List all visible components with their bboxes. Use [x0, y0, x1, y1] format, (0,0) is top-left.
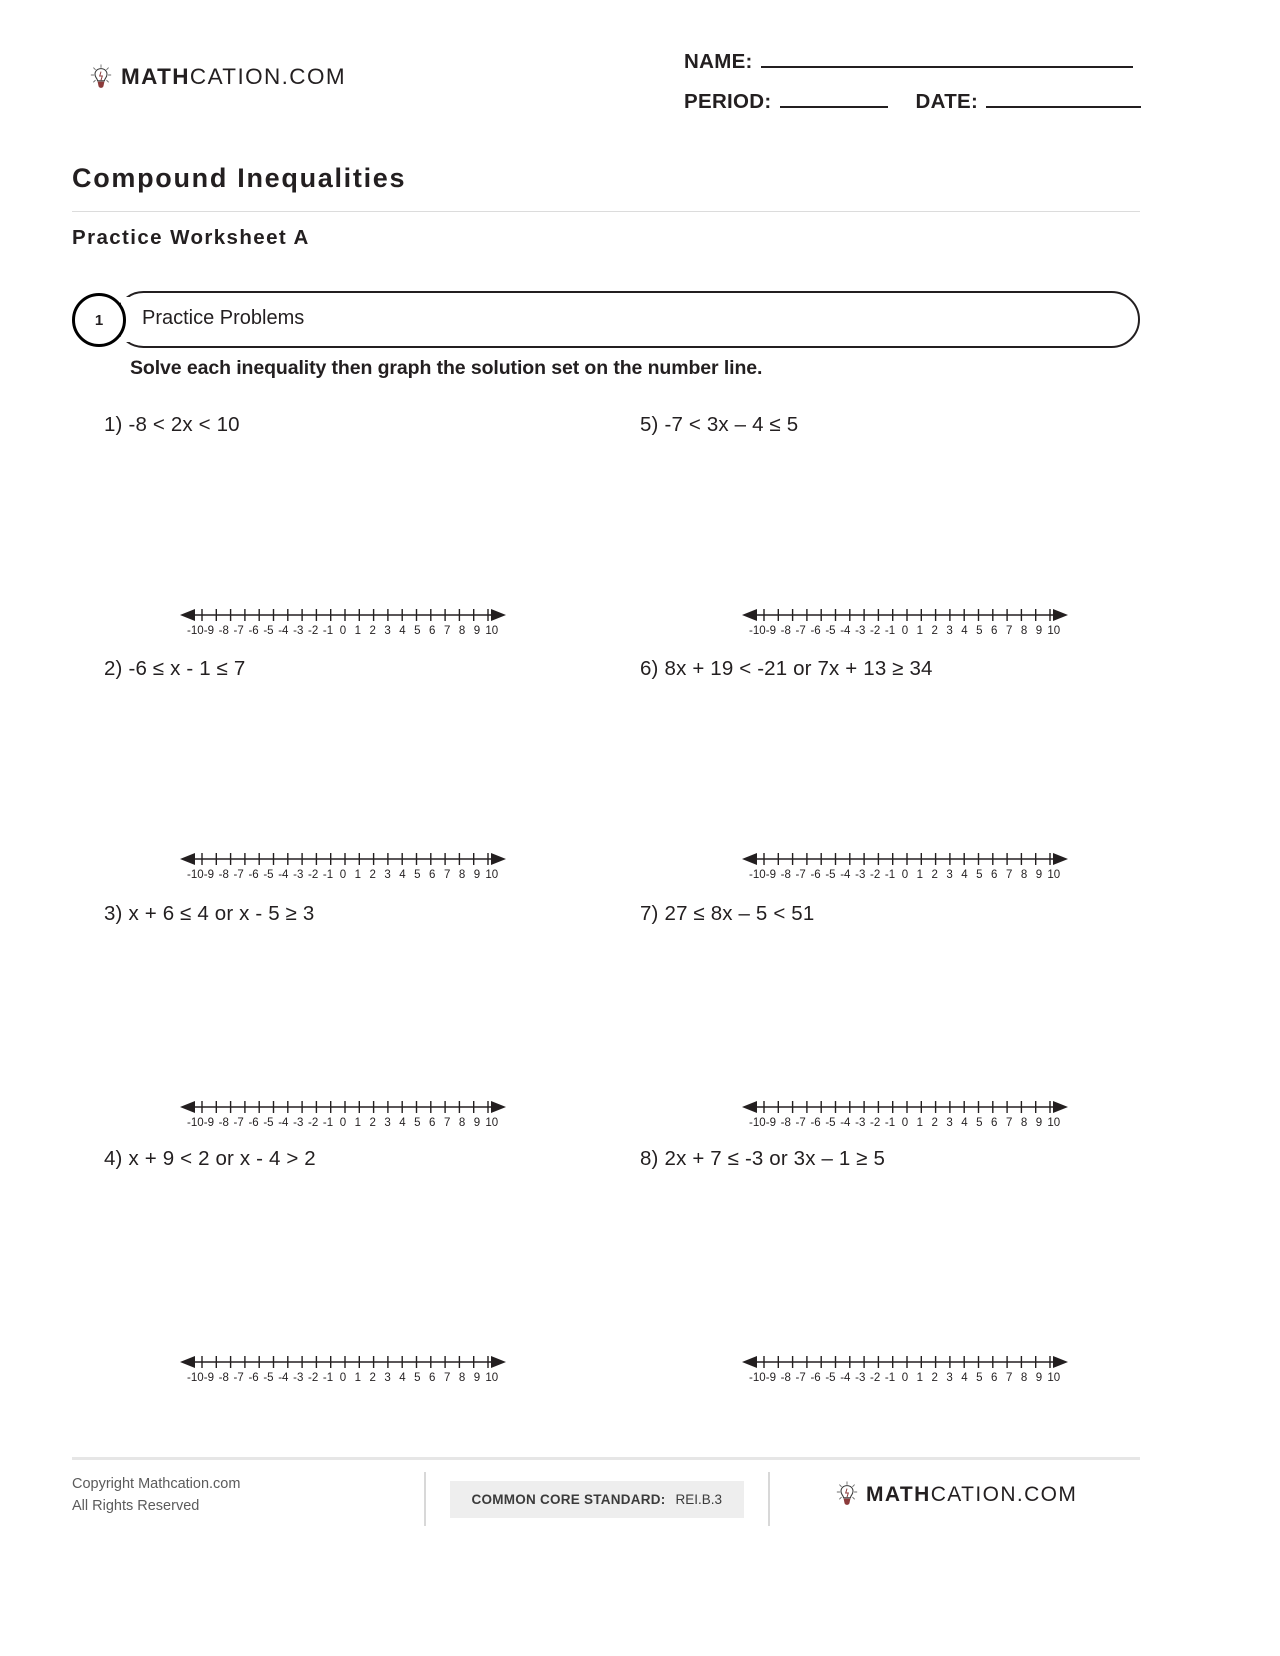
tick-label: 10	[485, 869, 499, 881]
tick-label: 6	[429, 869, 436, 881]
tick-label: 1	[916, 625, 923, 637]
tick-label: 9	[1035, 625, 1043, 637]
name-label: NAME:	[684, 50, 753, 73]
problem-1-number: 1)	[104, 413, 123, 436]
tick-label: -10	[749, 625, 766, 637]
tick-label: 5	[414, 625, 421, 637]
tick-label: -1	[884, 869, 896, 881]
tick-label: -8	[780, 625, 791, 637]
problem-2-number: 2)	[104, 657, 123, 680]
tick-label: 9	[1035, 1372, 1043, 1384]
tick-label: 3	[946, 1117, 953, 1129]
footer-brand-logo	[836, 1481, 1077, 1507]
tick-label: -8	[218, 625, 229, 637]
footer-divider-right	[768, 1472, 770, 1526]
tick-label: -5	[263, 869, 274, 881]
problem-2-numberline[interactable]	[178, 849, 508, 887]
tick-label: 10	[485, 625, 499, 637]
lightbulb-icon	[90, 64, 112, 90]
problem-2	[104, 657, 644, 881]
common-core-standard-badge	[450, 1481, 745, 1518]
tick-label: -4	[278, 1117, 289, 1129]
tick-label: 1	[354, 869, 361, 881]
tick-label: 8	[1020, 1117, 1028, 1129]
section-number-badge: 1	[72, 293, 126, 347]
tick-label: 8	[458, 625, 466, 637]
tick-label: -8	[218, 869, 229, 881]
tick-label: 5	[976, 1372, 983, 1384]
tick-label: 8	[1020, 869, 1028, 881]
tick-label: 9	[1035, 1117, 1043, 1129]
tick-label: 5	[414, 1372, 421, 1384]
tick-label: -5	[825, 625, 836, 637]
tick-label: 1	[354, 625, 361, 637]
problem-8-numberline[interactable]	[740, 1352, 1070, 1390]
problem-4-number: 4)	[104, 1147, 123, 1170]
problem-4-numberline-labels	[187, 1373, 499, 1385]
tick-label: -7	[233, 869, 244, 881]
problem-5-numberline-labels	[749, 626, 1061, 638]
tick-label: -7	[233, 625, 244, 637]
tick-label: 7	[443, 625, 451, 637]
tick-label: -2	[870, 869, 881, 881]
tick-label: 5	[976, 869, 983, 881]
tick-label: -3	[855, 625, 866, 637]
tick-label: -3	[293, 625, 304, 637]
tick-label: -5	[825, 869, 836, 881]
tick-label: 10	[485, 1372, 499, 1384]
instruction-text: Solve each inequality then graph the solution set on the number line.	[130, 357, 763, 379]
tick-label: -2	[308, 625, 319, 637]
tick-label: 1	[354, 1372, 361, 1384]
problem-7-numberline[interactable]	[740, 1097, 1070, 1135]
footer-brand-logo-text	[866, 1484, 1077, 1505]
tick-label: -5	[825, 1117, 836, 1129]
tick-label: -3	[293, 1372, 304, 1384]
date-label: DATE:	[915, 90, 979, 113]
tick-label: -8	[780, 1372, 791, 1384]
problem-3-numberline[interactable]	[178, 1097, 508, 1135]
tick-label: 2	[931, 625, 938, 637]
tick-label: -1	[884, 1372, 896, 1384]
tick-label: 9	[473, 625, 481, 637]
tick-label: -3	[855, 869, 866, 881]
tick-label: -8	[780, 1117, 791, 1129]
tick-label: -8	[218, 1117, 229, 1129]
copyright-line-2: All Rights Reserved	[72, 1498, 200, 1515]
tick-label: -5	[263, 1372, 274, 1384]
tick-label: 3	[384, 869, 391, 881]
problem-7-number: 7)	[640, 902, 659, 925]
problem-2-numberline-labels	[187, 870, 499, 882]
tick-label: -1	[884, 625, 896, 637]
tick-label: 6	[991, 869, 998, 881]
tick-label: 0	[339, 1372, 347, 1384]
tick-label: -10	[187, 869, 204, 881]
problem-6-text	[640, 657, 1180, 681]
tick-label: -2	[870, 1117, 881, 1129]
tick-label: 3	[384, 1117, 391, 1129]
problem-5-numberline[interactable]	[740, 605, 1070, 643]
tick-label: -4	[840, 1372, 851, 1384]
tick-label: 1	[916, 1372, 923, 1384]
tick-label: -4	[278, 869, 289, 881]
page-subtitle: Practice Worksheet A	[72, 226, 310, 249]
footer-brand-logo-light: CATION.COM	[930, 1482, 1078, 1506]
tick-label: 7	[443, 1117, 451, 1129]
tick-label: -4	[278, 625, 289, 637]
tick-label: 0	[901, 1117, 909, 1129]
tick-label: -10	[187, 625, 204, 637]
tick-label: -3	[293, 1117, 304, 1129]
tick-label: 4	[961, 1372, 968, 1384]
tick-label: 9	[473, 1372, 481, 1384]
tick-label: 1	[916, 1117, 923, 1129]
tick-label: 10	[1047, 1117, 1061, 1129]
problem-7-expression: 27 ≤ 8x – 5 < 51	[664, 902, 815, 925]
tick-label: 10	[1047, 869, 1061, 881]
tick-label: -6	[248, 625, 259, 637]
problem-3-number: 3)	[104, 902, 123, 925]
tick-label: 6	[429, 1372, 436, 1384]
tick-label: -3	[855, 1372, 866, 1384]
problem-1-numberline-labels	[187, 626, 499, 638]
tick-label: 8	[1020, 1372, 1028, 1384]
tick-label: -6	[248, 1117, 259, 1129]
tick-label: 4	[961, 869, 968, 881]
tick-label: -1	[322, 625, 334, 637]
tick-label: 0	[901, 625, 909, 637]
tick-label: -5	[825, 1372, 836, 1384]
tick-label: 2	[369, 1117, 376, 1129]
problem-8-expression: 2x + 7 ≤ -3 or 3x – 1 ≥ 5	[664, 1147, 886, 1170]
tick-label: 7	[1005, 1117, 1013, 1129]
common-core-standard-label: COMMON CORE STANDARD:	[471, 1491, 666, 1507]
tick-label: -2	[308, 1117, 319, 1129]
tick-label: -9	[765, 625, 776, 637]
problem-7-numberline-labels	[749, 1118, 1061, 1130]
tick-label: -2	[870, 1372, 881, 1384]
problem-7	[640, 902, 1180, 1129]
tick-label: -9	[765, 1372, 776, 1384]
copyright-line-1: Copyright Mathcation.com	[72, 1476, 241, 1492]
date-input[interactable]	[986, 91, 1141, 108]
tick-label: 7	[443, 1372, 451, 1384]
common-core-standard-block	[424, 1468, 770, 1530]
footer-brand-logo-bold: MATH	[866, 1482, 931, 1506]
tick-label: 7	[1005, 1372, 1013, 1384]
tick-label: 6	[991, 1117, 998, 1129]
tick-label: -4	[278, 1372, 289, 1384]
tick-label: -9	[203, 625, 214, 637]
tick-label: 3	[946, 625, 953, 637]
tick-label: 7	[1005, 625, 1013, 637]
tick-label: -1	[322, 869, 334, 881]
tick-label: -2	[308, 869, 319, 881]
tick-label: 0	[339, 1117, 347, 1129]
tick-label: 10	[485, 1117, 499, 1129]
tick-label: 0	[339, 869, 347, 881]
tick-label: 8	[458, 1372, 466, 1384]
tick-label: -5	[263, 1117, 274, 1129]
period-input[interactable]	[780, 91, 888, 108]
tick-label: -7	[795, 1117, 806, 1129]
tick-label: 5	[976, 1117, 983, 1129]
problem-8-numberline-labels	[749, 1373, 1061, 1385]
tick-label: 5	[414, 1117, 421, 1129]
problem-8-text	[640, 1147, 1180, 1171]
tick-label: 2	[931, 1117, 938, 1129]
lightbulb-icon	[836, 1481, 858, 1507]
problem-1-numberline[interactable]	[178, 605, 508, 643]
tick-label: 4	[399, 869, 406, 881]
problem-5-text	[640, 413, 1180, 437]
problem-6-numberline[interactable]	[740, 849, 1070, 887]
problem-4	[104, 1147, 644, 1384]
page-title: Compound Inequalities	[72, 163, 407, 193]
tick-label: -7	[795, 1372, 806, 1384]
tick-label: -9	[203, 1372, 214, 1384]
tick-label: 3	[384, 625, 391, 637]
name-input[interactable]	[761, 51, 1133, 68]
problem-4-numberline[interactable]	[178, 1352, 508, 1390]
footer-divider	[72, 1457, 1140, 1460]
tick-label: 3	[384, 1372, 391, 1384]
tick-label: -3	[855, 1117, 866, 1129]
page-footer	[0, 1468, 1280, 1578]
problem-7-text	[640, 902, 1180, 926]
tick-label: -8	[780, 869, 791, 881]
problem-6-expression: 8x + 19 < -21 or 7x + 13 ≥ 34	[664, 657, 933, 680]
tick-label: 9	[473, 869, 481, 881]
tick-label: 4	[399, 625, 406, 637]
section-label: Practice Problems	[142, 307, 305, 329]
problem-8	[640, 1147, 1180, 1384]
tick-label: -7	[233, 1117, 244, 1129]
tick-label: -6	[810, 1372, 821, 1384]
tick-label: -6	[810, 625, 821, 637]
tick-label: -10	[749, 1372, 766, 1384]
tick-label: 0	[339, 625, 347, 637]
tick-label: -10	[749, 1117, 766, 1129]
tick-label: -6	[810, 869, 821, 881]
footer-divider-left	[424, 1472, 426, 1526]
tick-label: -2	[308, 1372, 319, 1384]
tick-label: 1	[354, 1117, 361, 1129]
tick-label: -9	[765, 869, 776, 881]
tick-label: 2	[931, 1372, 938, 1384]
student-info-fields	[684, 50, 1154, 130]
tick-label: 8	[1020, 625, 1028, 637]
section-header	[72, 291, 1140, 348]
tick-label: 4	[399, 1117, 406, 1129]
tick-label: 1	[916, 869, 923, 881]
problem-2-text	[104, 657, 644, 681]
tick-label: -1	[322, 1372, 334, 1384]
problem-5	[640, 413, 1180, 637]
tick-label: -10	[749, 869, 766, 881]
problem-8-number: 8)	[640, 1147, 659, 1170]
common-core-standard-value: REI.B.3	[675, 1491, 723, 1507]
problem-1-expression: -8 < 2x < 10	[128, 413, 240, 436]
problem-5-expression: -7 < 3x – 4 ≤ 5	[664, 413, 799, 436]
tick-label: 10	[1047, 625, 1061, 637]
period-date-field-row	[684, 90, 1154, 114]
tick-label: -6	[810, 1117, 821, 1129]
tick-label: -9	[203, 869, 214, 881]
tick-label: -9	[203, 1117, 214, 1129]
tick-label: -4	[840, 625, 851, 637]
tick-label: 4	[961, 1117, 968, 1129]
tick-label: 2	[369, 625, 376, 637]
tick-label: 5	[976, 625, 983, 637]
period-label: PERIOD:	[684, 90, 772, 113]
tick-label: 0	[901, 869, 909, 881]
brand-logo	[90, 64, 346, 90]
tick-label: -1	[322, 1117, 334, 1129]
tick-label: -3	[293, 869, 304, 881]
problem-2-expression: -6 ≤ x - 1 ≤ 7	[128, 657, 246, 680]
problem-1	[104, 413, 644, 637]
problem-1-text	[104, 413, 644, 437]
tick-label: 4	[961, 625, 968, 637]
problem-3-numberline-labels	[187, 1118, 499, 1130]
tick-label: -10	[187, 1117, 204, 1129]
tick-label: 6	[429, 625, 436, 637]
problem-3-text	[104, 902, 644, 926]
brand-logo-light: CATION.COM	[189, 63, 346, 89]
copyright-block	[72, 1473, 240, 1518]
tick-label: -7	[233, 1372, 244, 1384]
tick-label: 9	[473, 1117, 481, 1129]
tick-label: -5	[263, 625, 274, 637]
brand-logo-bold: MATH	[121, 63, 190, 89]
tick-label: 2	[931, 869, 938, 881]
tick-label: 5	[414, 869, 421, 881]
tick-label: 8	[458, 869, 466, 881]
name-field-row	[684, 50, 1154, 74]
tick-label: -1	[884, 1117, 896, 1129]
tick-label: 0	[901, 1372, 909, 1384]
tick-label: -9	[765, 1117, 776, 1129]
tick-label: -2	[870, 625, 881, 637]
problem-6	[640, 657, 1180, 881]
tick-label: 3	[946, 1372, 953, 1384]
problem-3	[104, 902, 644, 1129]
tick-label: -4	[840, 869, 851, 881]
tick-label: 4	[399, 1372, 406, 1384]
tick-label: -10	[187, 1372, 204, 1384]
tick-label: -6	[248, 1372, 259, 1384]
tick-label: -7	[795, 869, 806, 881]
tick-label: -8	[218, 1372, 229, 1384]
page-header	[0, 44, 1280, 144]
problem-4-expression: x + 9 < 2 or x - 4 > 2	[128, 1147, 316, 1170]
tick-label: -6	[248, 869, 259, 881]
tick-label: -7	[795, 625, 806, 637]
problem-5-number: 5)	[640, 413, 659, 436]
problem-4-text	[104, 1147, 644, 1171]
tick-label: 3	[946, 869, 953, 881]
tick-label: 2	[369, 1372, 376, 1384]
tick-label: 8	[458, 1117, 466, 1129]
tick-label: 6	[991, 1372, 998, 1384]
tick-label: 6	[429, 1117, 436, 1129]
tick-label: -4	[840, 1117, 851, 1129]
problem-6-numberline-labels	[749, 870, 1061, 882]
problem-6-number: 6)	[640, 657, 659, 680]
brand-logo-text	[121, 63, 346, 89]
tick-label: 7	[1005, 869, 1013, 881]
tick-label: 2	[369, 869, 376, 881]
tick-label: 10	[1047, 1372, 1061, 1384]
problem-3-expression: x + 6 ≤ 4 or x - 5 ≥ 3	[128, 902, 315, 925]
title-divider	[72, 211, 1140, 212]
tick-label: 9	[1035, 869, 1043, 881]
tick-label: 6	[991, 625, 998, 637]
tick-label: 7	[443, 869, 451, 881]
